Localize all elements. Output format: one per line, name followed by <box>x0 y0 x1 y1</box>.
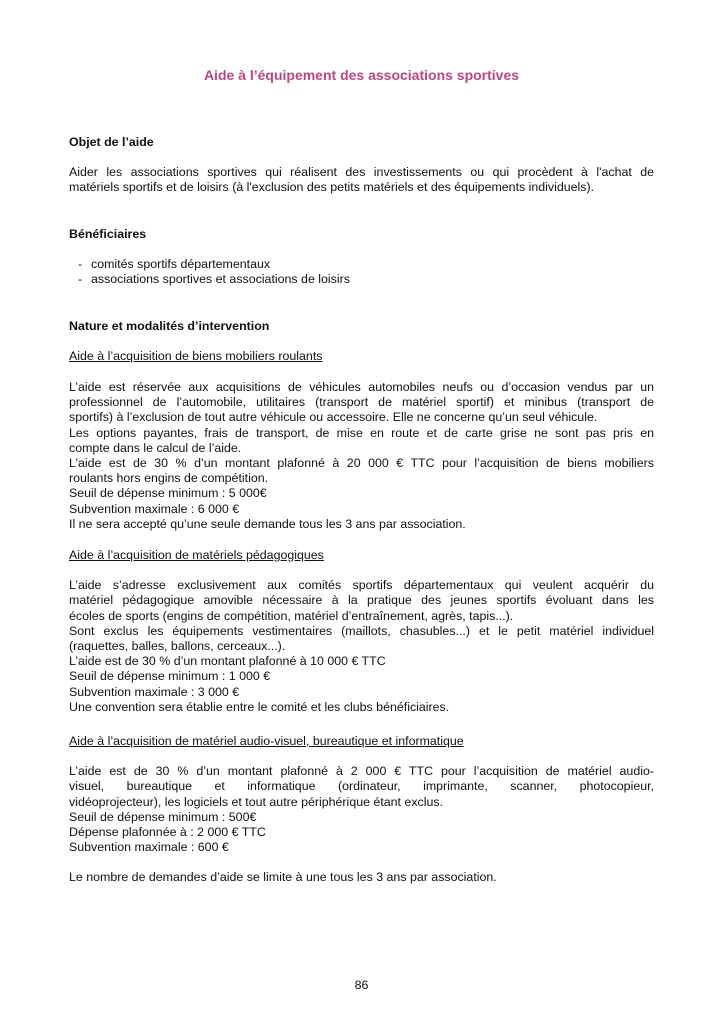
document-page <box>69 0 654 1024</box>
paragraph-line: vidéoprojecteur), les logiciels et tout autre périphérique étant exclus. <box>69 794 443 809</box>
paragraph-line: compte dans le calcul de l’aide. <box>69 440 242 455</box>
closing-note: Le nombre de demandes d’aide se limite à une tous les 3 ans par association. <box>69 870 497 885</box>
page-number: 86 <box>354 978 369 992</box>
beneficiaires-list <box>69 257 654 287</box>
paragraph-line: Les options payantes, frais de transport, de mise en route et de carte grise ne sont pas pris en <box>69 425 654 440</box>
paragraph-line: (raquettes, balles, ballons, cerceaux...). <box>69 639 286 654</box>
paragraph-line: Seuil de dépense minimum : 1 000 € <box>69 669 271 684</box>
subsection-pedagogiques <box>69 548 654 715</box>
section-objet <box>69 135 654 196</box>
subsection-vehicules <box>69 380 654 532</box>
section-heading-nature: Nature et modalités d’intervention <box>69 319 270 333</box>
paragraph-line: L’aide est de 30 % d’un montant plafonné à 20 000 € TTC pour l’acquisition de biens mobiliers <box>69 456 654 471</box>
paragraph-line: visuel, bureautique et informatique (ordinateur, imprimante, scanner, photocopieur, <box>69 779 654 794</box>
paragraph-line: professionnel de l’automobile, utilitaires (transport de matériel sportif) et minibus (transport de <box>69 395 654 410</box>
paragraph-line: L’aide s’adresse exclusivement aux comités sportifs départementaux qui veulent acquérir du <box>69 578 654 593</box>
section-heading-objet: Objet de l’aide <box>69 135 154 149</box>
paragraph-line: L’aide est de 30 % d’un montant plafonné à 10 000 € TTC <box>69 654 386 669</box>
section-nature <box>69 319 654 364</box>
paragraph-line: Dépense plafonnée à : 2 000 € TTC <box>69 825 266 840</box>
paragraph-line: Seuil de dépense minimum : 5 000€ <box>69 486 267 501</box>
paragraph-line: roulants hors engins de compétition. <box>69 471 269 486</box>
subsection-title-vehicules: Aide à l’acquisition de biens mobiliers roulants <box>69 349 323 364</box>
paragraph-line: Sont exclus les équipements vestimentaires (maillots, chasubles...) et le petit matériel individuel <box>69 623 654 638</box>
subsection-title-audiovisuel: Aide à l’acquisition de matériel audio-visuel, bureautique et informatique <box>69 734 464 748</box>
paragraph-line: matériel pédagogique amovible nécessaire à la pratique des jeunes sportifs évoluant dans les <box>69 593 654 608</box>
page-title: Aide à l’équipement des associations sportives <box>203 67 520 83</box>
subsection-audiovisuel <box>69 734 654 886</box>
list-item: - associations sportives et associations de loisirs <box>78 272 350 287</box>
paragraph-line: écoles de sports (engins de compétition, matériel d’entraînement, agrès, tapis...). <box>69 608 514 623</box>
paragraph-line: L’aide est réservée aux acquisitions de véhicules automobiles neufs ou d’occasion vendus par un <box>69 380 654 394</box>
list-item: - comités sportifs départementaux <box>78 257 271 272</box>
section-beneficiaires <box>69 227 654 288</box>
paragraph-line: Subvention maximale : 600 € <box>69 840 229 855</box>
paragraph-line: Aider les associations sportives qui réalisent des investissements ou qui procèdent à l'achat de <box>69 165 654 180</box>
paragraph-line: Subvention maximale : 3 000 € <box>69 684 240 699</box>
subsection-title-pedagogiques: Aide à l’acquisition de matériels pédagogiques <box>69 548 324 562</box>
paragraph-line: Une convention sera établie entre le comité et les clubs bénéficiaires. <box>69 699 450 714</box>
section-heading-beneficiaires: Bénéficiaires <box>69 227 147 241</box>
paragraph-line: matériels sportifs et de loisirs (à l'exclusion des petits matériels et des équipements individuels). <box>69 180 595 195</box>
paragraph-line: L’aide est de 30 % d’un montant plafonné à 2 000 € TTC pour l’acquisition de matériel audio- <box>69 764 654 779</box>
paragraph-line: Il ne sera accepté qu’une seule demande tous les 3 ans par association. <box>69 516 466 531</box>
paragraph-line: sportifs) à l’exclusion de tout autre véhicule ou accessoire. Elle ne concerne qu’un seul véhicule. <box>69 410 598 425</box>
paragraph-line: Seuil de dépense minimum : 500€ <box>69 809 257 824</box>
paragraph-line: Subvention maximale : 6 000 € <box>69 501 240 516</box>
